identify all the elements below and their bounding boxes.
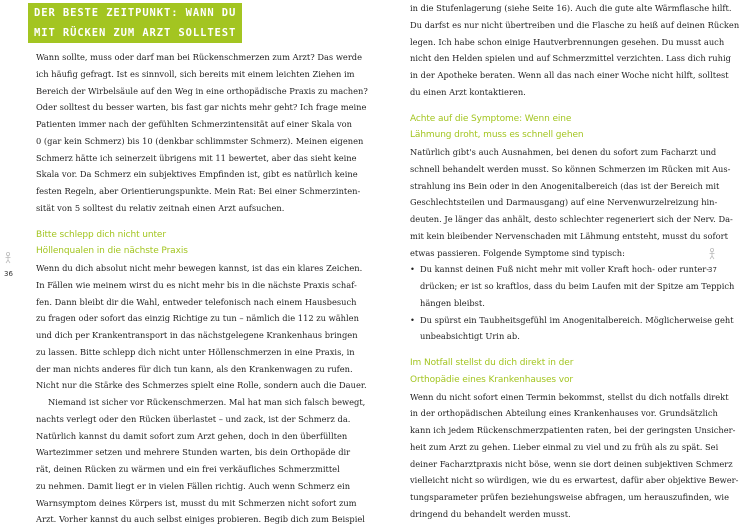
bullet-item-continuation: drücken; er ist so kraftlos, dass du beim Laufen mit der Spitze am Teppich — [420, 281, 735, 291]
bullet-item-continuation: hängen bleibst. — [420, 297, 485, 308]
bullet-item: • Du kannst deinen Fuß nicht mehr mit voller Kraft hoch- oder runter- — [410, 261, 692, 278]
body-line: nachts verlegt oder den Rücken überlastet – und zack, ist der Schmerz da. — [36, 413, 351, 424]
body-line: in der orthopädischen Abteilung eines Krankenhauses vor. Grundsätzlich — [410, 408, 718, 419]
page-number: 36 — [4, 270, 13, 278]
left-text-column — [36, 49, 368, 528]
body-line: Warnsymptom deines Körpers ist, musst du mit Schmerzen nicht sofort zum — [36, 497, 357, 508]
body-line: deuten. Je länger das anhält, desto schlechter regeneriert sich der Nerv. Da- — [410, 214, 733, 224]
bullet-item: • Du spürst ein Taubheitsgefühl im Anogenitalbereich. Möglicherweise geht — [410, 312, 692, 329]
chapter-title-line-2: MIT RÜCKEN ZUM ARZT SOLLTEST — [28, 23, 242, 43]
body-line: Wartezimmer setzen und mehrere Stunden warten, bis dein Orthopäde dir — [36, 447, 351, 458]
body-line: Geschlechtsteilen und Darmausgang) auf eine Nervenwurzelreizung hin- — [410, 197, 718, 208]
body-line: in der Apotheke beraten. Wenn all das nach einer Woche nicht hilft, solltest — [410, 70, 729, 80]
body-line: fen. Dann bleibt dir die Wahl, entweder telefonisch nach einem Hausbesuch — [36, 296, 357, 307]
body-line: Arzt. Vorher kannst du auch selbst einiges probieren. Begib dich zum Beispiel — [36, 514, 365, 525]
chapter-title-line-1: DER BESTE ZEITPUNKT: WANN DU — [28, 3, 242, 23]
figure-icon — [3, 252, 13, 264]
body-line: deiner Facharztpraxis nicht böse, wenn sie dort deinen subjektiven Schmerz — [410, 458, 733, 469]
body-line: In Fällen wie meinem wirst du es nicht mehr bis in die nächste Praxis schaf- — [36, 279, 357, 290]
body-line: legen. Ich habe schon einige Hautverbrennungen gesehen. Du musst auch — [410, 36, 725, 47]
body-line: zu nehmen. Damit liegt er in vielen Fällen richtig. Auch wenn Schmerz ein — [36, 480, 351, 491]
body-line: Patienten immer nach der gefühlten Schmerzintensität auf einer Skala von — [36, 119, 353, 129]
body-line: schnell behandelt werden musst. So können Schmerzen im Rücken mit Aus- — [410, 163, 731, 174]
body-line: tungsparameter prüfen beziehungsweise abfragen, um herauszufinden, wie — [410, 492, 729, 502]
body-line: Nicht nur die Stärke des Schmerzes spielt eine Rolle, sondern auch die Dauer. — [36, 380, 367, 391]
body-line: Schmerz hätte ich seinerzeit übrigens mit 11 bewertet, aber das sieht keine — [36, 152, 357, 163]
body-line: der man nichts anderes für dich tun kann, als den Krankenwagen zu rufen. — [36, 363, 353, 374]
body-line: heit zum Arzt zu gehen. Lieber einmal zu viel und zu früh als zu spät. Sei — [410, 441, 719, 452]
section-heading-line: Im Notfall stellst du dich direkt in der — [410, 358, 574, 368]
body-line: Skala vor. Da Schmerz ein subjektives Empfinden ist, gibt es natürlich keine — [36, 169, 358, 180]
body-line: du einen Arzt kontaktieren. — [410, 86, 526, 97]
body-line: Oder solltest du besser warten, bis fast gar nichts mehr geht? Ich frage meine — [36, 102, 367, 113]
body-line: in die Stufenlagerung (siehe Seite 16). Auch die gute alte Wärmflasche hilft. — [410, 3, 732, 13]
body-line: kann ich jedem Rückenschmerzpatienten raten, bei der geringsten Unsicher- — [410, 425, 736, 435]
body-line: Natürlich kannst du damit sofort zum Arzt gehen, doch in den überfüllten — [36, 430, 348, 441]
body-line: Wenn du nicht sofort einen Termin bekommst, stellst du dich notfalls direkt — [410, 391, 729, 402]
section-heading-line: Achte auf die Symptome: Wenn eine — [410, 113, 572, 124]
body-line: festen Regeln, aber Orientierungspunkte. Mein Rat: Bei einer Schmerzinten- — [36, 186, 361, 196]
body-line: mit kein bleibender Nervenschaden mit Lähmung entsteht, musst du sofort — [410, 230, 728, 241]
body-line: strahlung ins Bein oder in den Anogenitalbereich (das ist der Bereich mit — [410, 180, 720, 191]
section-heading-line: Bitte schlepp dich nicht unter — [36, 229, 166, 240]
body-line: Natürlich gibt's auch Ausnahmen, bei denen du sofort zum Facharzt und — [410, 147, 717, 157]
figure-icon — [707, 248, 717, 260]
body-line: Du darfst es nur nicht übertreiben und die Flasche zu heiß auf deinen Rücken — [410, 19, 739, 30]
body-line: nicht den Helden spielen und auf Schmerzmittel verzichten. Lass dich ruhig — [410, 53, 731, 64]
body-line: Wann sollte, muss oder darf man bei Rückenschmerzen zum Arzt? Das werde — [36, 52, 363, 62]
body-line: zu fragen oder sofort das einzig Richtige zu tun – nämlich die 112 zu wählen — [36, 313, 359, 324]
page-number: 37 — [708, 266, 717, 274]
body-line: sität von 5 solltest du relativ zeitnah einen Arzt aufsuchen. — [36, 202, 285, 213]
body-line: ich häufig gefragt. Ist es sinnvoll, sich bereits mit einem leichten Ziehen im — [36, 68, 355, 79]
left-page — [0, 0, 368, 525]
body-line: Niemand ist sicher vor Rückenschmerzen. Mal hat man sich falsch bewegt, — [48, 397, 366, 407]
section-heading-line: Höllenqualen in die nächste Praxis — [36, 246, 188, 257]
body-line: etwas passieren. Folgende Symptome sind typisch: — [410, 247, 625, 258]
body-line: Wenn du dich absolut nicht mehr bewegen kannst, ist das ein klares Zeichen. — [36, 263, 363, 273]
body-line: rät, deinen Rücken zu wärmen und ein frei verkäufliches Schmerzmittel — [36, 464, 340, 474]
body-line: 0 (gar kein Schmerz) bis 10 (denkbar schlimmster Schmerz). Meinen eigenen — [36, 135, 364, 146]
section-heading-line: Lähmung droht, muss es schnell gehen — [410, 130, 584, 141]
body-line: Bereich der Wirbelsäule auf den Weg in eine orthopädische Praxis zu machen? — [36, 85, 368, 96]
body-line: zu lassen. Bitte schlepp dich nicht unter Höllenschmerzen in eine Praxis, in — [36, 346, 355, 357]
bullet-item-continuation: unbeabsichtigt Urin ab. — [420, 331, 520, 342]
body-line: vielleicht nicht so würdigen, wie du es erwartest, dafür aber objektive Bewer- — [410, 475, 739, 486]
section-heading-line: Orthopädie eines Krankenhauses vor — [410, 374, 573, 385]
body-line: dringend du behandelt werden musst. — [410, 508, 571, 519]
body-line: und dich per Krankentransport in das nächstgelegene Krankenhaus bringen — [36, 330, 358, 340]
